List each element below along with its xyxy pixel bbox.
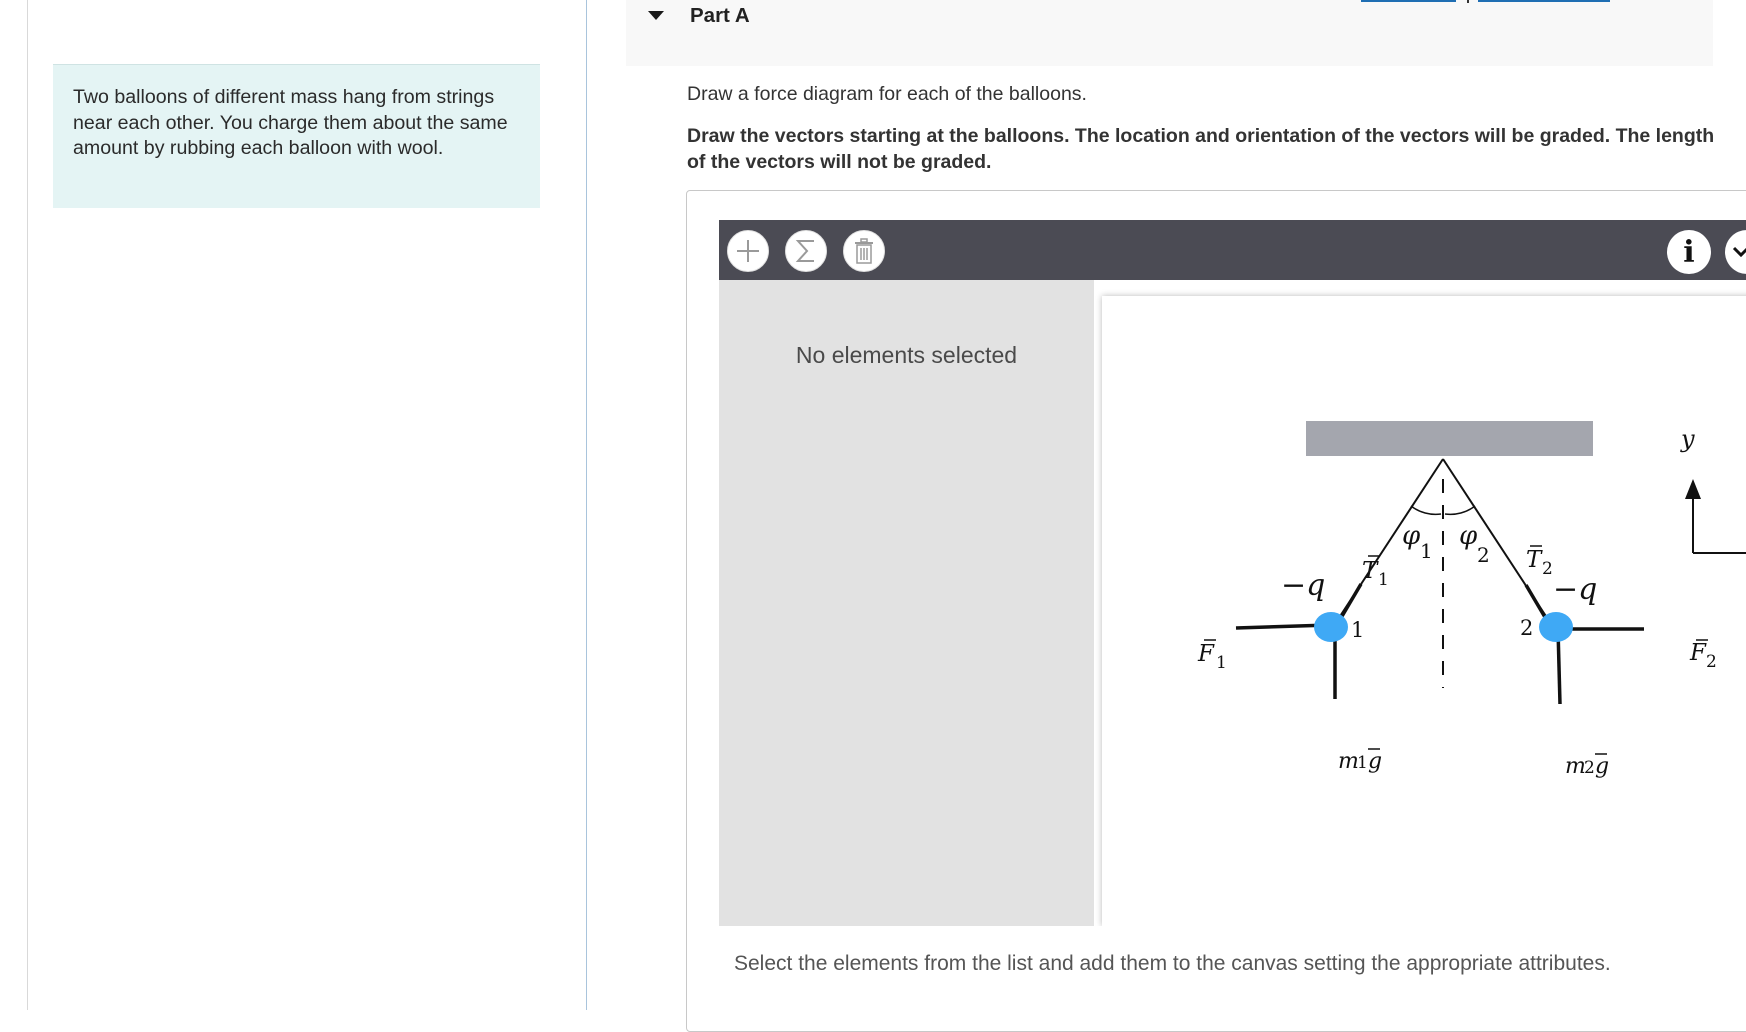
weight-label-1-m: m [1338,749,1359,774]
t2-label: T [1526,547,1542,573]
y-axis-label: y [1681,425,1695,453]
header-link-underline[interactable] [1478,0,1610,2]
plus-icon [733,236,763,266]
part-header[interactable] [626,0,1713,66]
trash-icon [849,236,879,266]
f1-label: F [1198,641,1214,667]
problem-intro [53,64,540,208]
no-selection-text: No elements selected [795,342,1018,368]
sigma-icon [791,236,821,266]
question-instruction: Draw a force diagram for each of the balloons. [687,83,1087,105]
collapse-caret-icon[interactable] [648,11,664,20]
t1-subscript: 1 [1378,570,1389,590]
t1-label: T [1362,558,1378,584]
phi1-label: φ [1402,521,1421,551]
info-icon: i [1683,234,1695,270]
problem-intro-text: Two balloons of different mass hang from strings near each other. You charge them about the same amount by rubbing each balloon with wool. [73,86,508,159]
phi2-label: φ [1459,521,1478,551]
angle-phi1-arc [1411,506,1441,514]
sum-vectors-button[interactable] [785,230,827,272]
charge-label-1: −q [1281,568,1326,603]
f2-label: F [1690,640,1706,666]
t2-subscript: 2 [1542,559,1553,579]
charge-label-2: −q [1553,572,1598,607]
f2-subscript: 2 [1706,652,1717,672]
question-bold-instruction: Draw the vectors starting at the balloons. The location and orientation of the vectors will be graded. The length of the vectors will not be graded. [687,125,1715,173]
weight-label-2-sub: 2 [1584,758,1595,778]
balloon-1-label: 1 [1351,618,1365,642]
force-diagram [1102,296,1746,926]
ceiling-support [1306,421,1593,456]
balloon-2-label: 2 [1520,616,1534,640]
header-link-underline[interactable] [1361,0,1456,2]
element-properties-panel [719,280,1094,926]
angle-phi2-arc [1445,506,1475,514]
footer-hint: Select the elements from the list and add them to the canvas setting the appropriate attributes. [734,952,1611,975]
header-link-separator [1467,0,1469,3]
balloon-1 [1314,612,1348,642]
weight-label-1-g: g [1368,749,1383,774]
balloon-2 [1539,612,1573,642]
y-axis-arrow-icon [1685,479,1701,499]
info-button[interactable] [1667,230,1711,274]
phi2-subscript: 2 [1477,543,1490,567]
add-element-button[interactable] [727,230,769,272]
part-title[interactable]: Part A [690,4,750,27]
weight-label-2-g: g [1595,754,1610,779]
chevron-down-icon [1731,242,1746,262]
phi1-subscript: 1 [1420,539,1433,563]
weight-label-1-sub: 1 [1357,753,1368,773]
delete-element-button[interactable] [843,230,885,272]
weight-label-2-m: m [1565,754,1586,779]
f1-subscript: 1 [1216,653,1227,673]
